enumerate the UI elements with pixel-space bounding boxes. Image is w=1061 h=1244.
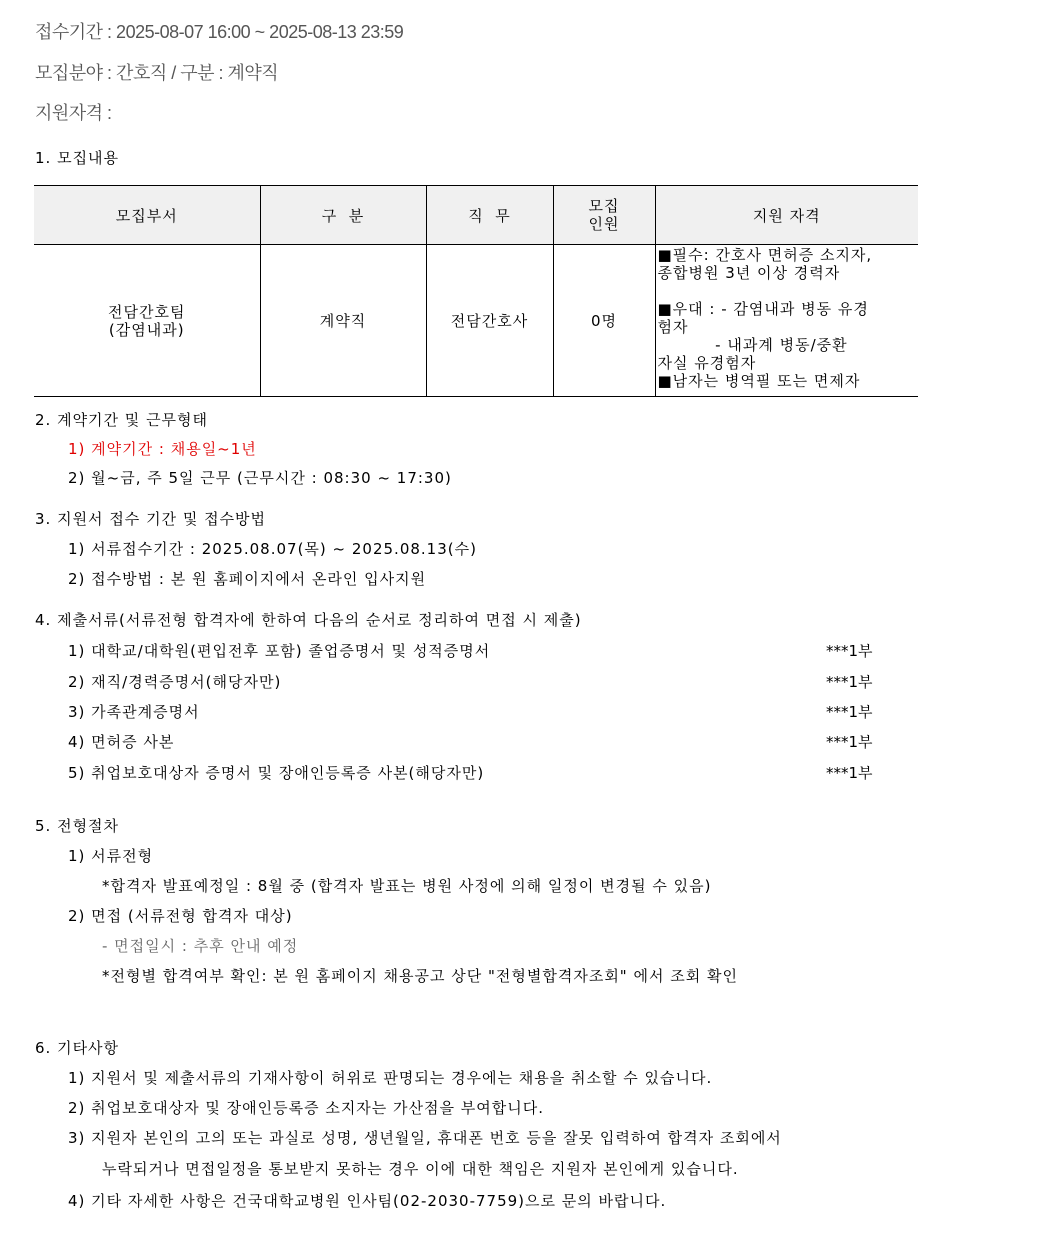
qual-line-4: ■우대 : - 감염내과 병동 유경	[657, 300, 869, 318]
list-item: 2) 재직/경력증명서(해당자만)	[68, 673, 282, 691]
section2-title: 2. 계약기간 및 근무형태	[35, 411, 209, 429]
note-3-line2: 누락되거나 면접일정을 통보받지 못하는 경우 이에 대한 책임은 지원자 본인에게 있습니다.	[102, 1160, 739, 1178]
header-type: 구 분	[260, 186, 426, 245]
qual-line-1: ■필수: 간호사 면허증 소지자,	[657, 246, 873, 264]
note-4: 4) 기타 자세한 사항은 건국대학교병원 인사팀(02-2030-7759)으로 문의 바랍니다.	[68, 1192, 667, 1210]
section1-title: 1. 모집내용	[35, 149, 120, 167]
qual-line-2: 종합병원 3년 이상 경력자	[657, 264, 841, 282]
contract-period: 1) 계약기간 : 채용일~1년	[68, 440, 257, 458]
section3-title: 3. 지원서 접수 기간 및 접수방법	[35, 510, 267, 528]
doc-count: ***1부	[826, 733, 873, 751]
cell-qualification	[655, 245, 918, 397]
cell-count: 0명	[553, 245, 655, 397]
table-header-row	[34, 186, 918, 245]
note-2: 2) 취업보호대상자 및 장애인등록증 소지자는 가산점을 부여합니다.	[68, 1099, 545, 1117]
doc-count: ***1부	[826, 764, 873, 782]
screening-step1-note: *합격자 발표예정일 : 8월 중 (합격자 발표는 병원 사정에 의해 일정이 변경될 수 있음)	[102, 877, 712, 895]
qual-line-6: - 내과계 병동/중환	[657, 336, 848, 354]
header-count-line2: 인원	[588, 215, 620, 233]
dept-line2: (감염내과)	[108, 320, 185, 339]
application-method: 2) 접수방법 : 본 원 홈페이지에서 온라인 입사지원	[68, 570, 427, 588]
header-count	[553, 186, 655, 245]
application-dates: 1) 서류접수기간 : 2025.08.07(목) ~ 2025.08.13(수)	[68, 540, 477, 558]
header-qualification: 지원 자격	[655, 186, 918, 245]
qual-line-8: ■남자는 병역필 또는 면제자	[657, 372, 861, 390]
list-item: 5) 취업보호대상자 증명서 및 장애인등록증 사본(해당자만)	[68, 764, 485, 782]
work-schedule: 2) 월~금, 주 5일 근무 (근무시간 : 08:30 ~ 17:30)	[68, 469, 452, 487]
screening-step1: 1) 서류전형	[68, 847, 154, 865]
header-count-line1: 모집	[588, 197, 620, 215]
doc-count: ***1부	[826, 642, 873, 660]
list-item: 3) 가족관계증명서	[68, 703, 200, 721]
interview-date: - 면접일시 : 추후 안내 예정	[102, 937, 299, 955]
header-dept: 모집부서	[34, 186, 260, 245]
application-period: 접수기간 : 2025-08-07 16:00 ~ 2025-08-13 23:59	[35, 22, 404, 42]
section4-title: 4. 제출서류(서류전형 합격자에 한하여 다음의 순서로 정리하여 면접 시 제출)	[35, 611, 582, 629]
recruit-field: 모집분야 : 간호직 / 구분 : 계약직	[35, 63, 279, 83]
doc-count: ***1부	[826, 673, 873, 691]
cell-job: 전담간호사	[426, 245, 553, 397]
header-job: 직 무	[426, 186, 553, 245]
section6-title: 6. 기타사항	[35, 1039, 120, 1057]
qual-line-7: 자실 유경험자	[657, 354, 757, 372]
list-item: 1) 대학교/대학원(편입전후 포함) 졸업증명서 및 성적증명서	[68, 642, 491, 660]
recruit-table	[34, 185, 918, 397]
result-check-note: *전형별 합격여부 확인: 본 원 홈페이지 채용공고 상단 "전형별합격자조회" 에서 조회 확인	[102, 967, 738, 985]
table-row	[34, 245, 918, 397]
dept-line1: 전담간호팀	[108, 302, 186, 321]
cell-type: 계약직	[260, 245, 426, 397]
note-3-line1: 3) 지원자 본인의 고의 또는 과실로 성명, 생년월일, 휴대폰 번호 등을 잘못 입력하여 합격자 조회에서	[68, 1129, 782, 1147]
qual-gap	[658, 282, 917, 300]
qualification-label: 지원자격 :	[35, 103, 112, 123]
doc-count: ***1부	[826, 703, 873, 721]
section5-title: 5. 전형절차	[35, 817, 120, 835]
screening-step2: 2) 면접 (서류전형 합격자 대상)	[68, 907, 293, 925]
note-1: 1) 지원서 및 제출서류의 기재사항이 허위로 판명되는 경우에는 채용을 취소할 수 있습니다.	[68, 1069, 713, 1087]
list-item: 4) 면허증 사본	[68, 733, 175, 751]
cell-dept	[34, 245, 260, 397]
qual-line-5: 험자	[657, 318, 689, 336]
